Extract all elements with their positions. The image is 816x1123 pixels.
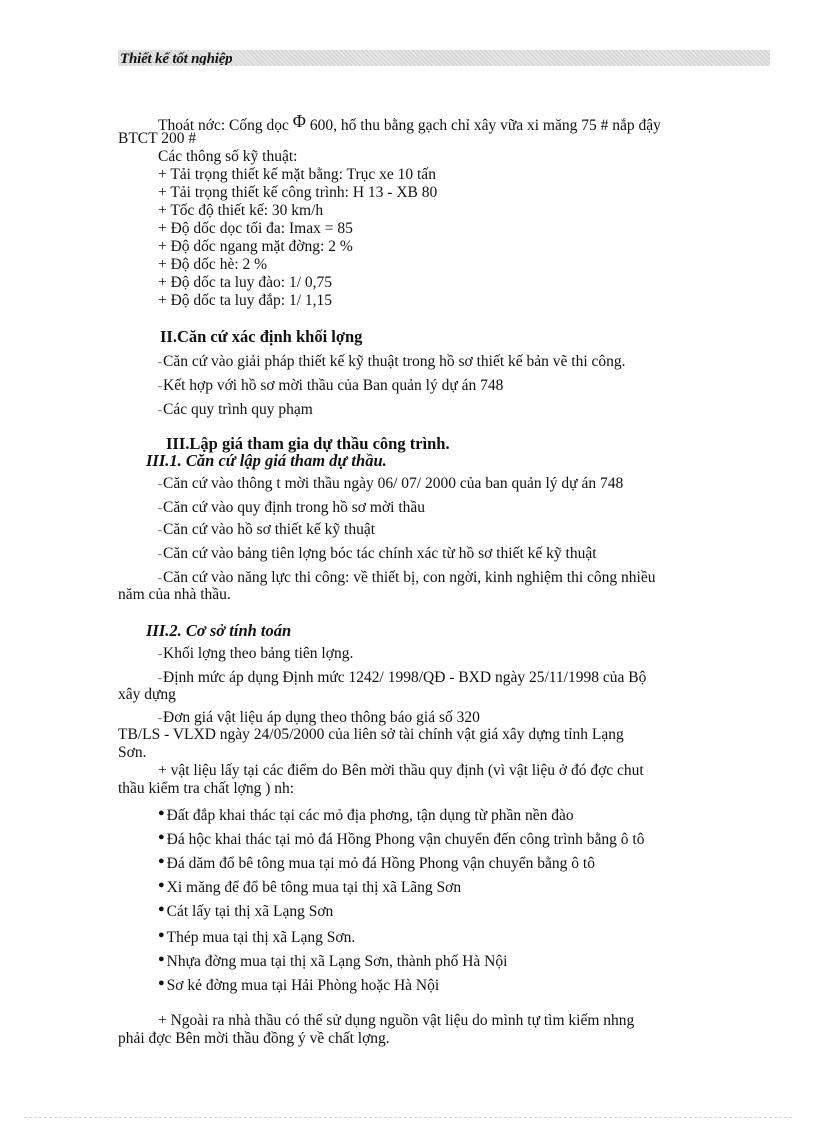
sub1-item — [158, 544, 597, 563]
sub2-item — [158, 708, 480, 727]
final-paragraph-cont: phải đợc Bên mời thầu đồng ý về chất lợng. — [118, 1030, 390, 1047]
sub2-item — [158, 668, 646, 687]
dash-bullet: ˗ — [158, 500, 162, 514]
header-title: Thiết kế tốt nghiệp — [120, 51, 233, 65]
materials-intro: + vật liệu lấy tại các điểm do Bên mời thầu quy định (vì vật liệu ở đó đợc chut — [158, 762, 644, 779]
materials-intro-cont: thầu kiểm tra chất lợng ) nh: — [118, 780, 295, 797]
section-2-item — [158, 400, 313, 419]
material-item-text: Sơ kẻ đờng mua tại Hải Phòng hoặc Hà Nội — [166, 977, 440, 994]
spec-item: + Độ dốc dọc tối đa: Imax = 85 — [158, 220, 353, 237]
dash-bullet: ˗ — [158, 646, 162, 660]
dash-bullet: ˗ — [158, 354, 162, 368]
sub1-item-text: Căn cứ vào bảng tiên lợng bóc tác chính xác từ hồ sơ thiết kế kỹ thuật — [163, 545, 597, 562]
sub1-item — [158, 474, 623, 493]
material-item — [158, 876, 461, 897]
section-2-item-text: Các quy trình quy phạm — [163, 401, 313, 418]
dash-bullet: ˗ — [158, 570, 162, 584]
sub1-item — [158, 498, 425, 517]
drain-text-before: Thoát nớc: Cống dọc — [158, 117, 293, 134]
section-2-item-text: Căn cứ vào giải pháp thiết kế kỹ thuật trong hồ sơ thiết kế bản vẽ thi công. — [163, 353, 626, 370]
material-item-text: Đá hộc khai thác tại mỏ đá Hồng Phong vận chuyển đến công trình bằng ô tô — [166, 831, 645, 848]
final-paragraph: + Ngoài ra nhà thầu có thể sử dụng nguồn vật liệu do mình tự tìm kiếm nhng — [158, 1012, 635, 1029]
subsection-3-1-heading: III.1. Căn cứ lập giá tham dự thầu. — [146, 451, 387, 470]
drain-line-cont: BTCT 200 # — [118, 130, 197, 147]
dash-bullet: ˗ — [158, 710, 162, 724]
material-item — [158, 974, 439, 995]
material-item — [158, 926, 355, 947]
material-item-text: Xi măng để đổ bê tông mua tại thị xã Lãng Sơn — [166, 879, 462, 896]
material-item — [158, 950, 507, 971]
material-item-text: Cát lấy tại thị xã Lạng Sơn — [166, 903, 334, 920]
material-item — [158, 804, 574, 825]
footer-divider — [24, 1117, 792, 1118]
spec-item: + Tải trọng thiết kế mặt bằng: Trục xe 10 tấn — [158, 166, 436, 183]
sub1-item-text: Căn cứ vào quy định trong hồ sơ mời thầu — [163, 499, 426, 516]
specs-title: Các thông số kỹ thuật: — [158, 148, 298, 165]
section-2-heading: II.Căn cứ xác định khối lợng — [160, 327, 363, 346]
subsection-3-2-heading: III.2. Cơ sở tính toán — [146, 621, 292, 640]
bullet-dot: ● — [158, 929, 165, 941]
section-2-item-text: Kết hợp với hồ sơ mời thầu của Ban quản lý dự án 748 — [163, 377, 504, 394]
dash-bullet: ˗ — [158, 670, 162, 684]
sub2-item-text: Đơn giá vật liệu áp dụng theo thông báo giá số 320 — [163, 709, 480, 726]
bullet-dot: ● — [158, 855, 165, 867]
spec-item: + Độ dốc ngang mặt đờng: 2 % — [158, 238, 353, 255]
phi-symbol: Φ — [292, 111, 306, 131]
material-item-text: Thép mua tại thị xã Lạng Sơn. — [166, 929, 356, 946]
section-2-item — [158, 376, 503, 395]
dash-bullet: ˗ — [158, 522, 162, 536]
sub1-item-text: Căn cứ vào thông t mời thầu ngày 06/ 07/ 2000 của ban quản lý dự án 748 — [163, 475, 624, 492]
drain-line — [158, 112, 661, 135]
spec-item: + Tải trọng thiết kế công trình: H 13 - XB 80 — [158, 184, 438, 201]
sub1-item — [158, 520, 375, 539]
spec-item: + Độ dốc ta luy đào: 1/ 0,75 — [158, 274, 333, 291]
spec-item: + Tốc độ thiết kế: 30 km/h — [158, 202, 324, 219]
material-item-text: Nhựa đờng mua tại thị xã Lạng Sơn, thành phố Hà Nội — [166, 953, 508, 970]
dash-bullet: ˗ — [158, 378, 162, 392]
material-item — [158, 852, 595, 873]
material-item-text: Đá dăm đổ bê tông mua tại mỏ đá Hồng Phong vận chuyển bằng ô tô — [166, 855, 595, 872]
spec-item: + Độ dốc hè: 2 % — [158, 256, 268, 273]
sub1-item-text: Căn cứ vào hồ sơ thiết kế kỹ thuật — [163, 521, 376, 538]
spec-item: + Độ dốc ta luy đắp: 1/ 1,15 — [158, 292, 333, 309]
sub2-item — [158, 644, 353, 663]
bullet-dot: ● — [158, 903, 165, 915]
bullet-dot: ● — [158, 879, 165, 891]
dash-bullet: ˗ — [158, 402, 162, 416]
bullet-dot: ● — [158, 831, 165, 843]
bullet-dot: ● — [158, 977, 165, 989]
sub2-item-text: Khối lợng theo bảng tiên lợng. — [163, 645, 354, 662]
sub1-item-last — [158, 568, 656, 587]
sub2-item-cont: xây dựng — [118, 686, 176, 703]
material-item — [158, 828, 644, 849]
section-2-item — [158, 352, 626, 371]
dash-bullet: ˗ — [158, 476, 162, 490]
drain-text-after: 600, hố thu bằng gạch chỉ xây vữa xi măng 75 # nắp đậy — [305, 117, 661, 134]
sub2-item-text: Định mức áp dụng Định mức 1242/ 1998/QĐ - BXD ngày 25/11/1998 của Bộ — [163, 669, 647, 686]
sub1-item-last-cont: năm của nhà thầu. — [118, 586, 231, 603]
section-3-heading: III.Lập giá tham gia dự thầu công trình. — [166, 434, 450, 453]
bullet-dot: ● — [158, 807, 165, 819]
material-item — [158, 900, 333, 921]
sub2-item-cont: Sơn. — [118, 744, 147, 761]
sub2-item-cont: TB/LS - VLXD ngày 24/05/2000 của liên sở tài chính vật giá xây dựng tỉnh Lạng — [118, 726, 624, 743]
bullet-dot: ● — [158, 953, 165, 965]
material-item-text: Đất đắp khai thác tại các mỏ địa phơng, tận dụng từ phần nền đào — [166, 807, 574, 824]
sub1-item-text: Căn cứ vào năng lực thi công: về thiết bị, con ngời, kinh nghiệm thi công nhiều — [163, 569, 656, 586]
dash-bullet: ˗ — [158, 546, 162, 560]
